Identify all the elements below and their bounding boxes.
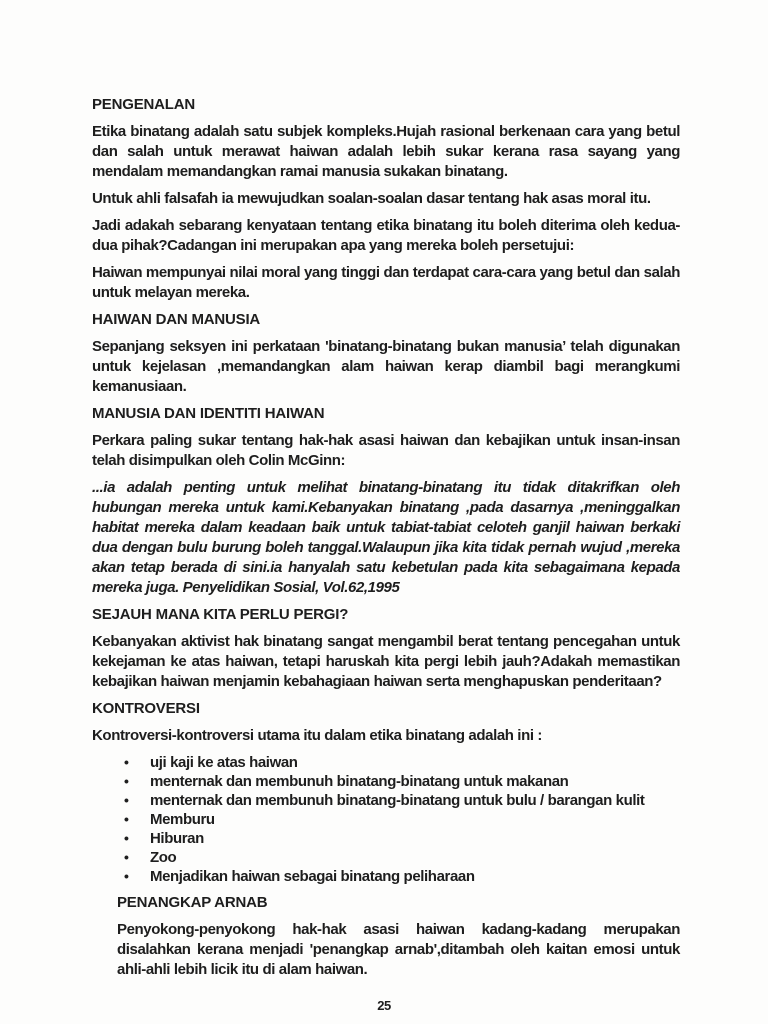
penangkap-arnab-section	[117, 893, 680, 980]
blockquote-mcginn: ...ia adalah penting untuk melihat binatang-binatang itu tidak ditakrifkan oleh hubungan mereka untuk kami.Kebanyakan binatang ,pada dasarnya ,meninggalkan habitat mereka dalam keadaan baik untuk tabiat-tabiat celoteh ganjil haiwan berkaki dua dengan bulu burung boleh tanggal.Walaupun jika kita tidak pernah wujud ,mereka akan tetap berada di sini.ia hanyalah satu kebetulan pada kita sebagaimana kepada mereka juga. Penyelidikan Sosial, Vol.62,1995	[92, 479, 680, 596]
list-item-hiburan: • Hiburan	[92, 829, 680, 848]
paragraph-etika-intro: Etika binatang adalah satu subjek kompleks.Hujah rasional berkenaan cara yang betul dan salah untuk merawat haiwan adalah lebih sukar kerana rasa sayang yang mendalam memandangkan ramai manusia sukakan binatang.	[92, 123, 680, 180]
heading-sejauh-mana: SEJAUH MANA KITA PERLU PERGI?	[92, 606, 349, 623]
controversy-list	[92, 753, 680, 886]
paragraph-aktivist: Kebanyakan aktivist hak binatang sangat mengambil berat tentang pencegahan untuk kekejaman ke atas haiwan, tetapi haruskah kita pergi lebih jauh?Adakah memastikan kebajikan haiwan menjamin kebahagiaan haiwan serta menghapuskan penderitaan?	[92, 633, 680, 690]
paragraph-jadi-adakah: Jadi adakah sebarang kenyataan tentang etika binatang itu boleh diterima oleh kedua-dua pihak?Cadangan ini merupakan apa yang mereka boleh persetujui:	[92, 217, 680, 254]
heading-kontroversi: KONTROVERSI	[92, 700, 200, 717]
list-item-uji-kaji: • uji kaji ke atas haiwan	[92, 753, 680, 772]
document-content	[92, 93, 680, 987]
paragraph-falsafah: Untuk ahli falsafah ia mewujudkan soalan-soalan dasar tentang hak asas moral itu.	[92, 190, 651, 207]
heading-haiwan-dan-manusia: HAIWAN DAN MANUSIA	[92, 311, 261, 328]
paragraph-haiwan-nilai: Haiwan mempunyai nilai moral yang tinggi dan terdapat cara-cara yang betul dan salah untuk melayan mereka.	[92, 264, 680, 301]
page-number: 25	[377, 998, 391, 1013]
list-item-bulu-kulit: • menternak dan membunuh binatang-binatang untuk bulu / barangan kulit	[92, 791, 680, 810]
paragraph-penyokong: Penyokong-penyokong hak-hak asasi haiwan kadang-kadang merupakan disalahkan kerana menjadi 'penangkap arnab',ditambah oleh kaitan emosi untuk ahli-ahli lebih licik itu di alam haiwan.	[117, 921, 680, 978]
heading-manusia-dan-identiti: MANUSIA DAN IDENTITI HAIWAN	[92, 405, 325, 422]
list-item-memburu: • Memburu	[92, 810, 680, 829]
heading-pengenalan: PENGENALAN	[92, 96, 196, 113]
list-item-zoo: • Zoo	[92, 848, 680, 867]
paragraph-perkara: Perkara paling sukar tentang hak-hak asasi haiwan dan kebajikan untuk insan-insan telah disimpulkan oleh Colin McGinn:	[92, 432, 680, 469]
paragraph-sepanjang: Sepanjang seksyen ini perkataan 'binatang-binatang bukan manusia’ telah digunakan untuk kejelasan ,memandangkan alam haiwan kerap diambil bagi merangkumi kemanusiaan.	[92, 338, 680, 395]
paragraph-kontroversi-intro: Kontroversi-kontroversi utama itu dalam etika binatang adalah ini :	[92, 727, 542, 744]
heading-penangkap-arnab: PENANGKAP ARNAB	[117, 894, 268, 911]
list-item-makanan: • menternak dan membunuh binatang-binatang untuk makanan	[92, 772, 680, 791]
list-item-peliharaan: • Menjadikan haiwan sebagai binatang peliharaan	[92, 867, 680, 886]
